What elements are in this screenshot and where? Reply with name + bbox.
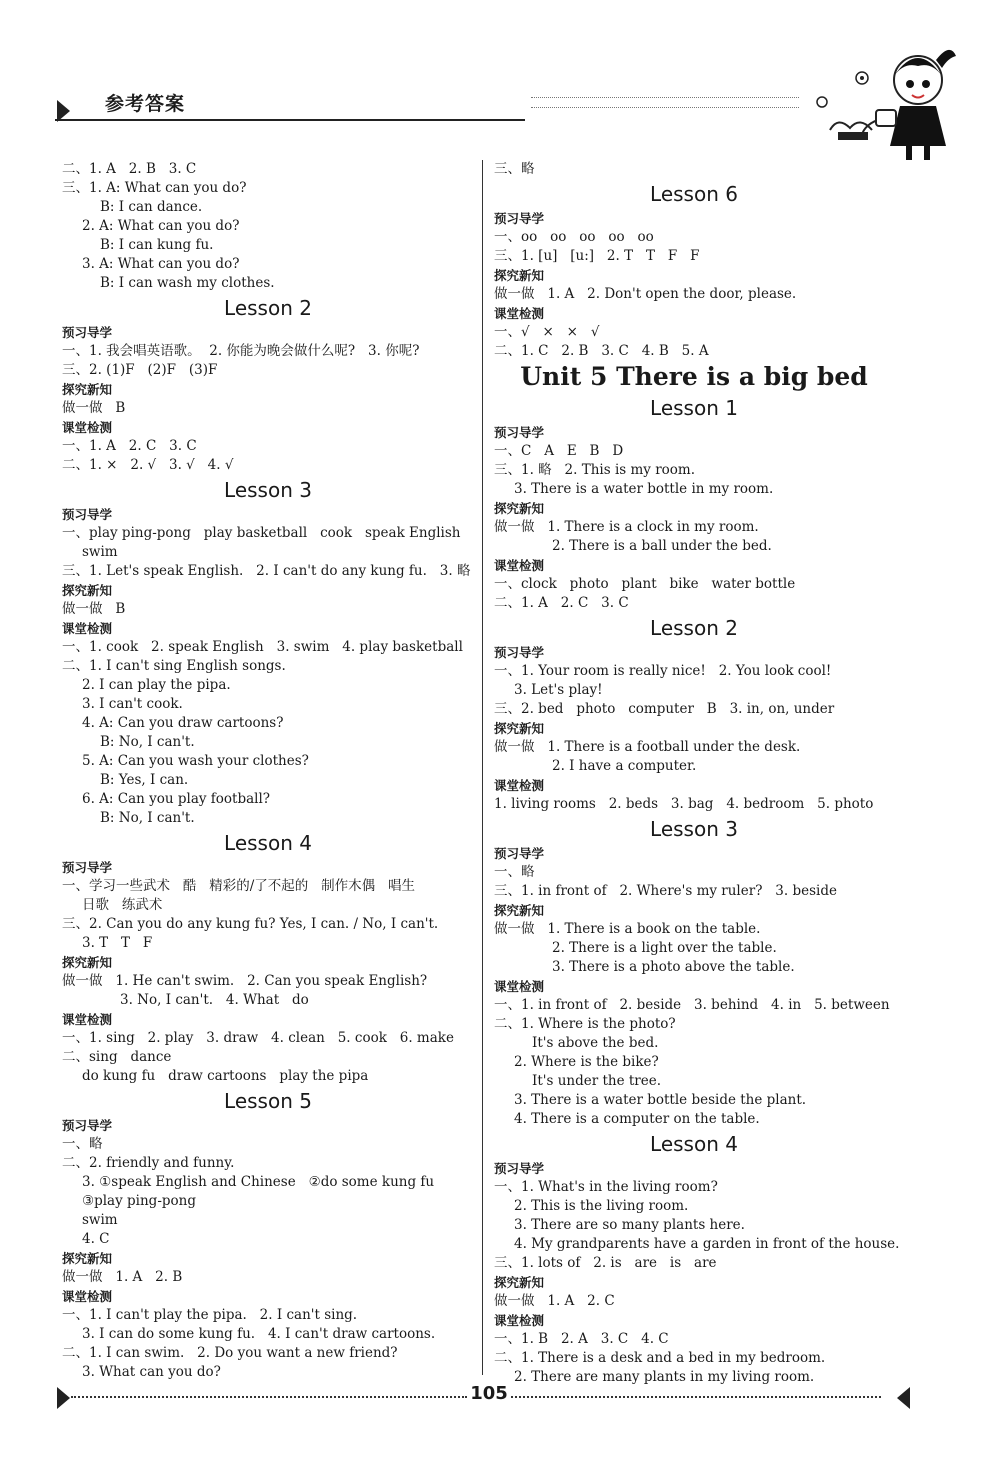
answer-line: 二、1. A 2. B 3. C xyxy=(62,161,197,177)
section-heading: 课堂检测 xyxy=(62,1012,113,1027)
section-heading: 探究新知 xyxy=(62,382,113,397)
lesson-heading: Lesson 1 xyxy=(650,396,738,420)
answer-line: 3. There is a photo above the table. xyxy=(552,959,795,975)
section-heading: 课堂检测 xyxy=(494,778,545,793)
section-heading: 探究新知 xyxy=(494,721,545,736)
lesson-heading: Lesson 5 xyxy=(224,1089,312,1113)
answer-line: 二、1. × 2. √ 3. √ 4. √ xyxy=(62,457,234,473)
answer-line: 5. A: Can you wash your clothes? xyxy=(82,753,309,769)
section-heading: 探究新知 xyxy=(62,1251,113,1266)
page-header xyxy=(55,85,915,135)
answer-line: 做一做 1. A 2. C xyxy=(494,1293,615,1309)
girl-mascot-icon xyxy=(800,40,960,170)
answer-line: 3. A: What can you do? xyxy=(82,256,240,272)
answer-line: 做一做 1. He can't swim. 2. Can you speak English? xyxy=(62,973,428,989)
answer-line: 三、1. in front of 2. Where's my ruler? 3. beside xyxy=(494,883,837,899)
answer-line: 三、1. lots of 2. is are is are xyxy=(494,1255,717,1271)
section-heading: 课堂检测 xyxy=(494,558,545,573)
answer-line: do kung fu draw cartoons play the pipa xyxy=(82,1068,369,1084)
answer-line: B: I can kung fu. xyxy=(100,237,214,253)
answer-line: 4. My grandparents have a garden in front of the house. xyxy=(514,1236,900,1252)
section-heading: 课堂检测 xyxy=(62,621,113,636)
answer-line: 做一做 1. A 2. B xyxy=(62,1269,183,1285)
section-heading: 预习导学 xyxy=(494,1161,545,1176)
answer-line: 3. There is a water bottle in my room. xyxy=(514,481,774,497)
answer-line: 二、sing dance xyxy=(62,1049,172,1065)
answer-line: B: No, I can't. xyxy=(100,734,195,750)
answer-line: It's above the bed. xyxy=(532,1035,659,1051)
answer-line: 三、略 xyxy=(494,161,535,177)
section-heading: 课堂检测 xyxy=(494,306,545,321)
answer-line: It's under the tree. xyxy=(532,1073,662,1089)
answer-line: swim xyxy=(82,544,118,560)
answer-line: 一、oo oo oo oo oo xyxy=(494,229,654,245)
answer-line: 三、1. Let's speak English. 2. I can't do any kung fu. 3. 略 xyxy=(62,563,471,579)
section-heading: 预习导学 xyxy=(494,846,545,861)
answer-line: B: I can wash my clothes. xyxy=(100,275,275,291)
answer-line: 一、play ping-pong play basketball cook speak English xyxy=(62,525,461,541)
arrow-right-icon xyxy=(57,1387,70,1409)
answer-line: 三、1. A: What can you do? xyxy=(62,180,247,196)
answer-line: 做一做 1. There is a football under the desk. xyxy=(494,739,801,755)
answer-line: 一、1. cook 2. speak English 3. swim 4. play basketball xyxy=(62,639,463,655)
answer-line: 2. There are many plants in my living room. xyxy=(514,1369,815,1385)
lesson-heading: Lesson 3 xyxy=(224,478,312,502)
section-heading: 预习导学 xyxy=(494,211,545,226)
answer-line: 1. living rooms 2. beds 3. bag 4. bedroom 5. photo xyxy=(494,796,874,812)
section-heading: 探究新知 xyxy=(62,955,113,970)
answer-line: 一、√ × × √ xyxy=(494,324,600,340)
header-dotted-rule xyxy=(531,107,799,108)
answer-line: 一、1. in front of 2. beside 3. behind 4. in 5. between xyxy=(494,997,890,1013)
answer-line: B: No, I can't. xyxy=(100,810,195,826)
answer-line: ③play ping-pong xyxy=(82,1193,196,1209)
lesson-heading: Lesson 4 xyxy=(224,831,312,855)
answer-line: 做一做 1. A 2. Don't open the door, please. xyxy=(494,286,797,302)
section-heading: 预习导学 xyxy=(62,507,113,522)
answer-line: 3. T T F xyxy=(82,935,153,951)
answer-line: 二、1. C 2. B 3. C 4. B 5. A xyxy=(494,343,709,359)
footer-dotted-rule xyxy=(71,1396,467,1398)
lesson-heading: Lesson 2 xyxy=(650,616,738,640)
right-answer-column xyxy=(494,160,900,1387)
answer-line: 三、2. Can you do any kung fu? Yes, I can. / No, I can't. xyxy=(62,916,439,932)
answer-line: 二、1. I can swim. 2. Do you want a new friend? xyxy=(62,1345,398,1361)
answer-line: 2. There is a ball under the bed. xyxy=(552,538,772,554)
answer-line: 做一做 1. There is a clock in my room. xyxy=(494,519,759,535)
lesson-heading: Lesson 2 xyxy=(224,296,312,320)
answer-line: 3. I can't cook. xyxy=(82,696,183,712)
section-heading: 预习导学 xyxy=(494,645,545,660)
answer-line: 2. This is the living room. xyxy=(514,1198,689,1214)
section-heading: 预习导学 xyxy=(62,1118,113,1133)
answer-line: 一、略 xyxy=(62,1136,103,1152)
header-title: 参考答案 xyxy=(105,93,186,115)
answer-line: swim xyxy=(82,1212,118,1228)
answer-line: 一、学习一些武术 酷 精彩的/了不起的 制作木偶 唱生 xyxy=(62,878,416,894)
answer-line: 4. There is a computer on the table. xyxy=(514,1111,760,1127)
answer-line: 一、clock photo plant bike water bottle xyxy=(494,576,796,592)
answer-line: 一、略 xyxy=(494,864,535,880)
answer-line: 3. No, I can't. 4. What do xyxy=(120,992,309,1008)
answer-line: 3. Let's play! xyxy=(514,682,603,698)
answer-line: B: I can dance. xyxy=(100,199,203,215)
answer-line: B: Yes, I can. xyxy=(100,772,189,788)
lesson-heading: Lesson 6 xyxy=(650,182,738,206)
section-heading: 探究新知 xyxy=(62,583,113,598)
answer-line: 二、1. A 2. C 3. C xyxy=(494,595,629,611)
section-heading: 探究新知 xyxy=(494,1275,545,1290)
header-dotted-rule xyxy=(531,97,799,98)
answer-line: 二、1. There is a desk and a bed in my bedroom. xyxy=(494,1350,826,1366)
answer-line: 2. Where is the bike? xyxy=(514,1054,659,1070)
lesson-heading: Lesson 3 xyxy=(650,817,738,841)
unit-heading: Unit 5 There is a big bed xyxy=(520,362,868,391)
answer-line: 2. I have a computer. xyxy=(552,758,697,774)
answer-line: 日歌 练武术 xyxy=(82,897,163,913)
section-heading: 探究新知 xyxy=(494,903,545,918)
header-rule xyxy=(55,119,525,121)
answer-line: 一、C A E B D xyxy=(494,443,624,459)
answer-line: 二、1. I can't sing English songs. xyxy=(62,658,286,674)
answer-line: 4. C xyxy=(82,1231,110,1247)
section-heading: 预习导学 xyxy=(494,425,545,440)
answer-line: 做一做 1. There is a book on the table. xyxy=(494,921,761,937)
answer-line: 2. I can play the pipa. xyxy=(82,677,231,693)
column-divider xyxy=(482,160,483,1375)
answer-line: 一、1. Your room is really nice! 2. You look cool! xyxy=(494,663,832,679)
section-heading: 探究新知 xyxy=(494,268,545,283)
answer-line: 3. What can you do? xyxy=(82,1364,221,1380)
section-heading: 课堂检测 xyxy=(494,1313,545,1328)
answer-line: 做一做 B xyxy=(62,601,126,617)
page-number: 105 xyxy=(470,1383,508,1404)
answer-line: 一、1. B 2. A 3. C 4. C xyxy=(494,1331,669,1347)
answer-line: 一、1. I can't play the pipa. 2. I can't sing. xyxy=(62,1307,358,1323)
answer-line: 三、2. (1)F (2)F (3)F xyxy=(62,362,218,378)
answer-line: 3. There is a water bottle beside the plant. xyxy=(514,1092,807,1108)
answer-line: 4. A: Can you draw cartoons? xyxy=(82,715,284,731)
answer-line: 3. There are so many plants here. xyxy=(514,1217,745,1233)
answer-line: 一、1. 我会唱英语歌。 2. 你能为晚会做什么呢? 3. 你呢? xyxy=(62,343,420,359)
answer-line: 3. ①speak English and Chinese ②do some kung fu xyxy=(82,1174,435,1190)
section-heading: 课堂检测 xyxy=(494,979,545,994)
answer-line: 二、2. friendly and funny. xyxy=(62,1155,235,1171)
section-heading: 课堂检测 xyxy=(62,1289,113,1304)
section-heading: 预习导学 xyxy=(62,325,113,340)
answer-line: 做一做 B xyxy=(62,400,126,416)
answer-line: 三、2. bed photo computer B 3. in, on, under xyxy=(494,701,835,717)
section-heading: 预习导学 xyxy=(62,860,113,875)
answer-line: 二、1. Where is the photo? xyxy=(494,1016,676,1032)
answer-line: 三、1. [u] [u:] 2. T T F F xyxy=(494,248,700,264)
left-answer-column xyxy=(62,160,474,1382)
answer-line: 2. There is a light over the table. xyxy=(552,940,777,956)
answer-line: 一、1. A 2. C 3. C xyxy=(62,438,197,454)
answer-line: 2. A: What can you do? xyxy=(82,218,240,234)
answer-line: 三、1. 略 2. This is my room. xyxy=(494,462,696,478)
arrow-left-icon xyxy=(897,1387,910,1409)
answer-line: 6. A: Can you play football? xyxy=(82,791,271,807)
lesson-heading: Lesson 4 xyxy=(650,1132,738,1156)
answer-line: 一、1. sing 2. play 3. draw 4. clean 5. cook 6. make xyxy=(62,1030,454,1046)
answer-line: 3. I can do some kung fu. 4. I can't draw cartoons. xyxy=(82,1326,436,1342)
footer-dotted-rule xyxy=(511,1396,881,1398)
page-footer xyxy=(55,1383,915,1413)
answer-line: 一、1. What's in the living room? xyxy=(494,1179,718,1195)
section-heading: 探究新知 xyxy=(494,501,545,516)
section-heading: 课堂检测 xyxy=(62,420,113,435)
